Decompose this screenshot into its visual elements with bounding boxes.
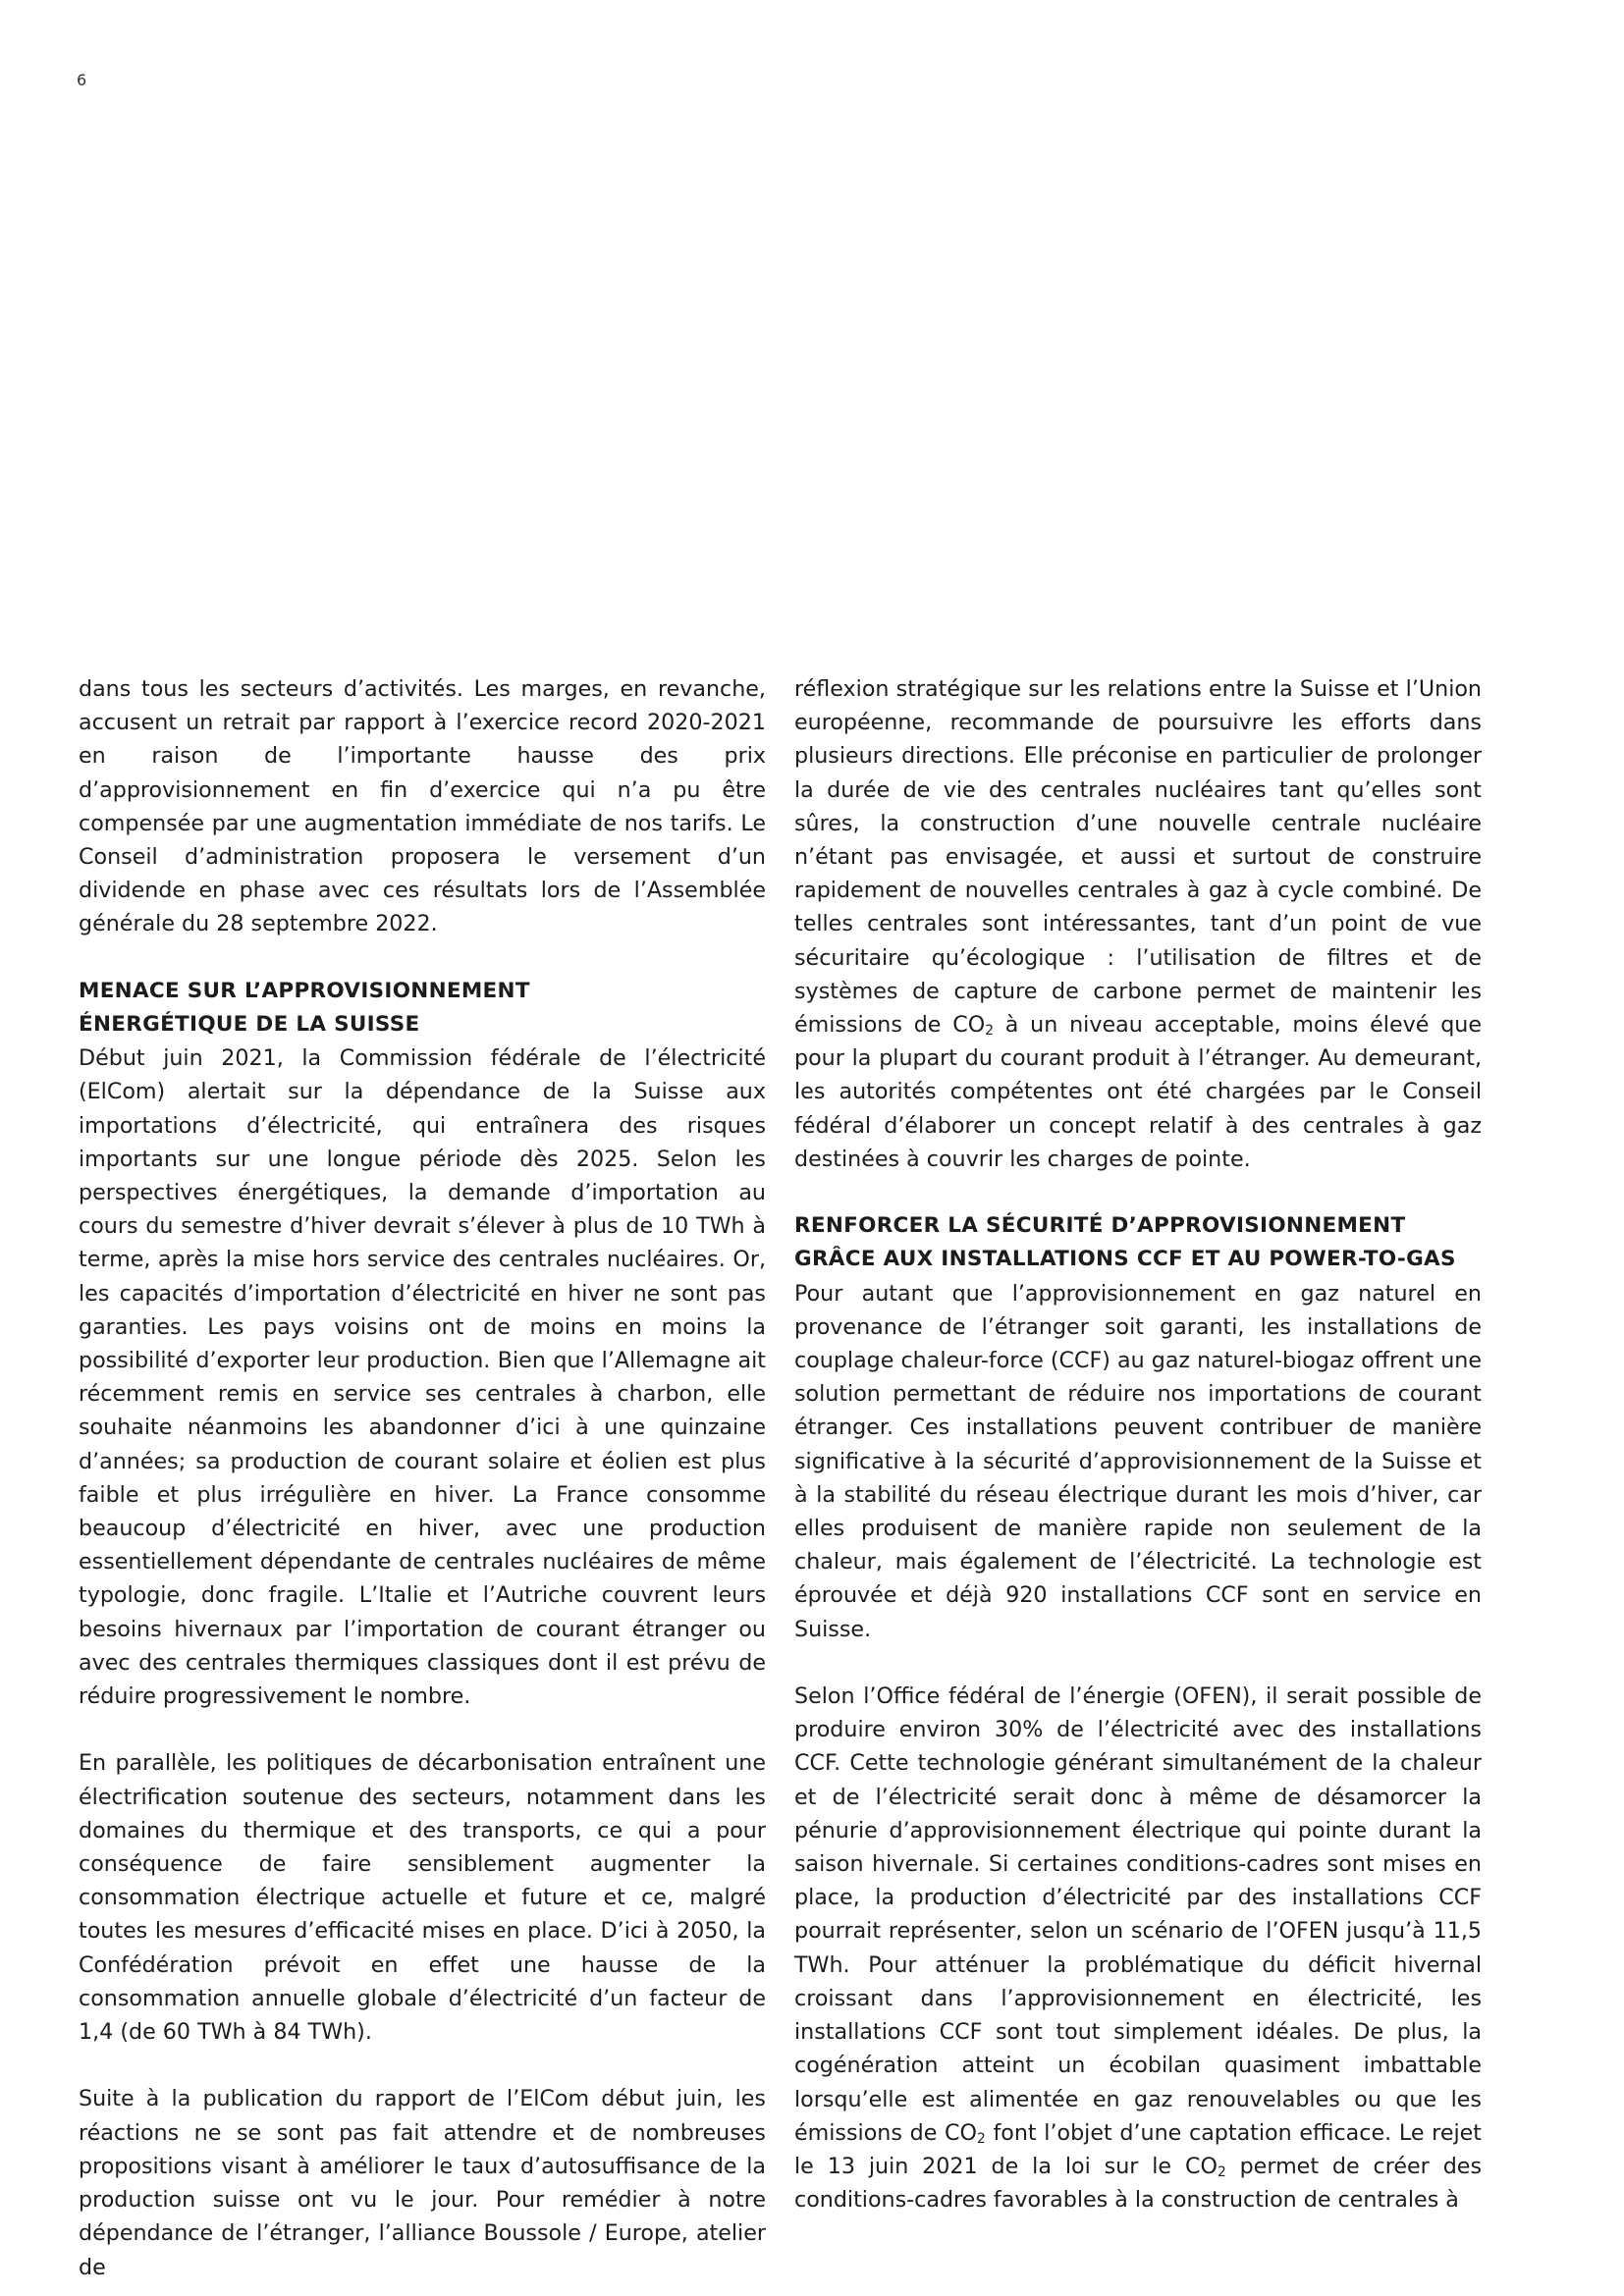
- page-number: 6: [77, 71, 87, 89]
- text-run: réflexion stratégique sur les relations entre la Suisse et l’Union européenne, recommande de poursuivre les efforts dans plusieurs directions. Elle préconise en particulier de prolonger la durée de vie des centrales nucléaires tant qu’elles sont sûres, la construction d’une nouvelle centrale nucléaire n’étant pas envisagée, et aussi et surtout de construire rapidement de nouvelles centrales à gaz à cycle combiné. De telles centrales sont intéressantes, tant d’un point de vue sécuritaire qu’écologique : l’utilisation de filtres et de systèmes de capture de carbone permet de maintenir les émissions de CO: [794, 676, 1482, 1039]
- paragraph-decarbonisation: En parallèle, les politiques de décarbonisation entraînent une électrification soutenue des secteurs, notamment dans les domaines du thermique et des transports, ce qui a pour conséquence de faire sensiblement augmenter la consommation électrique actuelle et future et ce, malgré toutes les mesures d’efficacité mises en place. D’ici à 2050, la Confédération prévoit en effet une hausse de la consommation annuelle globale d’électricité d’un facteur de 1,4 (de 60 TWh à 84 TWh).: [79, 1750, 766, 2046]
- heading-line: GRÂCE AUX INSTALLATIONS CCF ET AU POWER-TO-GAS: [794, 1247, 1456, 1272]
- subscript: 2: [985, 1022, 994, 1039]
- text-run: font l’objet d’une captation efficace. Le rejet le 13 juin 2021 de la loi sur le CO: [794, 2119, 1482, 2179]
- text-run: permet de créer des conditions-cadres favorables à la construction de centrales à: [794, 2153, 1482, 2214]
- paragraph-ofen: [794, 1680, 1482, 2216]
- text-run: Selon l’Office fédéral de l’énergie (OFEN), il serait possible de produire environ 30% de l’électricité avec des installations CCF. Cette technologie générant simultanément de la chaleur et de l’électricité serait donc à même de désamorcer la pénurie d’approvisionnement électrique qui pointe durant la saison hivernale. Si certaines conditions-cadres sont mises en place, la production d’électricité par des installations CCF pourrait représenter, selon un scénario de l’OFEN jusqu’à 11,5 TWh. Pour atténuer la problématique du déficit hivernal croissant dans l’approvisionnement en électricité, les installations CCF sont tout simplement idéales. De plus, la cogénération atteint un écobilan quasiment imbattable lorsqu’elle est alimentée en gaz renouvelables ou que les émissions de CO: [794, 1683, 1482, 2146]
- left-column: [79, 672, 766, 2284]
- heading-line: MENACE SUR L’APPROVISIONNEMENT: [79, 978, 530, 1003]
- text-run: à un niveau acceptable, moins élevé que pour la plupart du courant produit à l’étranger. Au demeurant, les autorités compétentes ont été chargées par le Conseil fédéral d’élaborer un concept relatif à des centrales à gaz destinées à couvrir les charges de pointe.: [794, 1012, 1482, 1172]
- section-heading-supply-security: [794, 1209, 1482, 1276]
- paragraph-strategic-reflection: [794, 672, 1482, 1176]
- subscript: 2: [977, 2130, 986, 2147]
- paragraph-ccf: Pour autant que l’approvisionnement en gaz naturel en provenance de l’étranger soit garanti, les installations de couplage chaleur-force (CCF) au gaz naturel-biogaz offrent une solution permettant de réduire nos importations de courant étranger. Ces installations peuvent contribuer de manière significative à la sécurité d’approvisionnement de la Suisse et à la stabilité du réseau électrique durant les mois d’hiver, car elles produisent de manière rapide non seulement de la chaleur, mais également de l’électricité. La technologie est éprouvée et déjà 920 installations CCF sont en service en Suisse.: [794, 1280, 1482, 1642]
- heading-line: RENFORCER LA SÉCURITÉ D’APPROVISIONNEMENT: [794, 1213, 1406, 1239]
- paragraph-elcom: Début juin 2021, la Commission fédérale de l’électricité (ElCom) alertait sur la dépendance de la Suisse aux importations d’électricité, qui entraînera des risques importants sur une longue période dès 2025. Selon les perspectives énergétiques, la demande d’importation au cours du semestre d’hiver devrait s’élever à plus de 10 TWh à terme, après la mise hors service des centrales nucléaires. Or, les capacités d’importation d’électricité en hiver ne sont pas garanties. Les pays voisins ont de moins en moins la possibilité d’exporter leur production. Bien que l’Allemagne ait récemment remis en service ses centrales à charbon, elle souhaite néanmoins les abandonner d’ici à une quinzaine d’années; sa production de courant solaire et éolien est plus faible et plus irrégulière en hiver. La France consomme beaucoup d’électricité en hiver, avec une production essentiellement dépendante de centrales nucléaires de même typologie, donc fragile. L’Italie et l’Autriche couvrent leurs besoins hivernaux par l’importation de courant étranger ou avec des centrales thermiques classiques dont il est prévu de réduire progressivement le nombre.: [79, 1045, 766, 1710]
- paragraph-reactions: Suite à la publication du rapport de l’ElCom début juin, les réactions ne se sont pas fait attendre et de nombreuses propositions visant à améliorer le taux d’autosuffisance de la production suisse ont vu le jour. Pour remédier à notre dépendance de l’étranger, l’alliance Boussole / Europe, atelier de: [79, 2086, 766, 2280]
- heading-line: ÉNERGÉTIQUE DE LA SUISSE: [79, 1012, 420, 1038]
- paragraph-dividend: dans tous les secteurs d’activités. Les marges, en revanche, accusent un retrait par rapport à l’exercice record 2020-2021 en raison de l’importante hausse des prix d’approvisionnement en fin d’exercice qui n’a pu être compensée par une augmentation immédiate de nos tarifs. Le Conseil d’administration proposera le versement d’un dividende en phase avec ces résultats lors de l’Assemblée générale du 28 septembre 2022.: [79, 676, 766, 937]
- section-heading-supply-threat: [79, 975, 766, 1041]
- right-column: [794, 672, 1482, 2216]
- subscript: 2: [1217, 2163, 1226, 2180]
